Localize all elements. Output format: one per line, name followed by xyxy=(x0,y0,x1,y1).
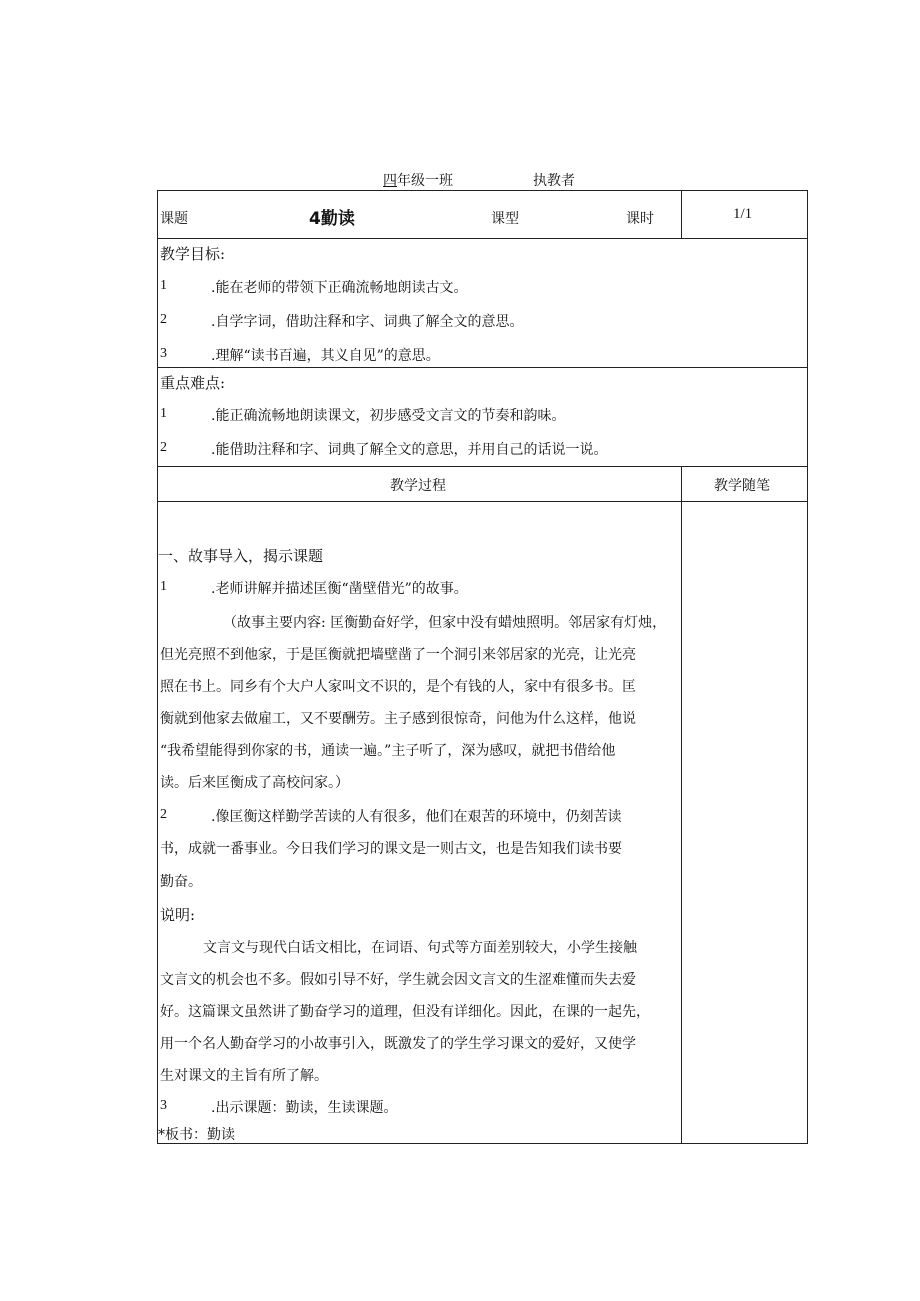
topic-label: 课题 xyxy=(160,211,188,227)
story-line: 读。后来匡衡成了高校问家。） xyxy=(160,775,349,791)
story-line: 衡就到他家去做雇工，又不要酬劳。主子感到很惊奇，问他为什么这样，他说 xyxy=(160,711,636,727)
item-text: .自学字词，借助注释和字、词典了解全文的意思。 xyxy=(211,314,524,330)
hours-label: 课时 xyxy=(626,211,654,227)
item-number: 1 xyxy=(160,278,167,293)
note-line: 生对课文的主旨有所了解。 xyxy=(160,1068,328,1084)
item-text: .能在老师的带领下正确流畅地朗读古文。 xyxy=(211,280,468,296)
board-writing: *板书：勤读 xyxy=(158,1127,235,1143)
story-line: 照在书上。同乡有个大户人家叫文不识的，是个有钱的人，家中有很多书。匡 xyxy=(160,679,636,695)
class-rest: 年级一班 xyxy=(397,173,453,189)
story-line: （故事主要内容: 匡衡勤奋好学，但家中没有蜡烛照明。邻居家有灯烛， xyxy=(223,615,667,631)
item-number: 2 xyxy=(160,440,167,455)
item-text: .能正确流畅地朗读课文，初步感受文言文的节奏和韵味。 xyxy=(211,408,566,424)
key-points-heading: 重点难点: xyxy=(160,374,226,392)
item-text: .理解“读书百遍，其义自见”的意思。 xyxy=(211,348,440,364)
note-line: 文言文的机会也不多。假如引导不好，学生就会因文言文的生涩难懂而失去爱 xyxy=(160,972,636,988)
note-line: 好。这篇课文虽然讲了勤奋学习的道理，但没有详细化。因此，在课的一起先， xyxy=(160,1004,650,1020)
step-number: 3 xyxy=(160,1098,167,1113)
section-title: 一、故事导入，揭示课题 xyxy=(158,547,324,565)
story-line: “我希望能得到你家的书，通读一遍。”主子听了，深为感叹，就把书借给他 xyxy=(160,743,616,759)
note-line: 文言文与现代白话文相比，在词语、句式等方面差别较大，小学生接触 xyxy=(203,940,637,956)
step-text: .出示课题：勤读，生读课题。 xyxy=(211,1100,398,1116)
teacher-label: 执教者 xyxy=(533,173,575,189)
note-line: 用一个名人勤奋学习的小故事引入，既激发了的学生学习课文的爱好，又使学 xyxy=(160,1036,636,1052)
item-number: 2 xyxy=(160,312,167,327)
process-column-header: 教学过程 xyxy=(390,478,446,494)
step-number: 2 xyxy=(160,807,167,822)
step-text: .老师讲解并描述匡衡“凿壁借光”的故事。 xyxy=(211,581,468,597)
hours-value: 1/1 xyxy=(733,206,753,222)
story-line: 但光亮照不到他家，于是匡衡就把墙壁凿了一个洞引来邻居家的光亮，让光亮 xyxy=(160,647,636,663)
type-label: 课型 xyxy=(491,211,519,227)
step-text: 书，成就一番事业。今日我们学习的课文是一则古文，也是告知我们读书要 xyxy=(160,841,622,857)
step-number: 1 xyxy=(160,579,167,594)
step-text: 勤奋。 xyxy=(160,874,202,890)
class-prefix: 四 xyxy=(383,173,397,189)
class-info xyxy=(383,170,453,190)
lesson-title: 4勤读 xyxy=(309,209,355,229)
item-number: 1 xyxy=(160,406,167,421)
step-text: .像匡衡这样勤学苦读的人有很多，他们在艰苦的环境中，仍刻苦读 xyxy=(211,809,622,825)
objectives-heading: 教学目标: xyxy=(160,245,226,263)
notes-column-header: 教学随笔 xyxy=(714,478,770,494)
item-number: 3 xyxy=(160,346,167,361)
item-text: .能借助注释和字、词典了解全文的意思，并用自己的话说一说。 xyxy=(211,442,608,458)
note-label: 说明: xyxy=(160,906,196,924)
